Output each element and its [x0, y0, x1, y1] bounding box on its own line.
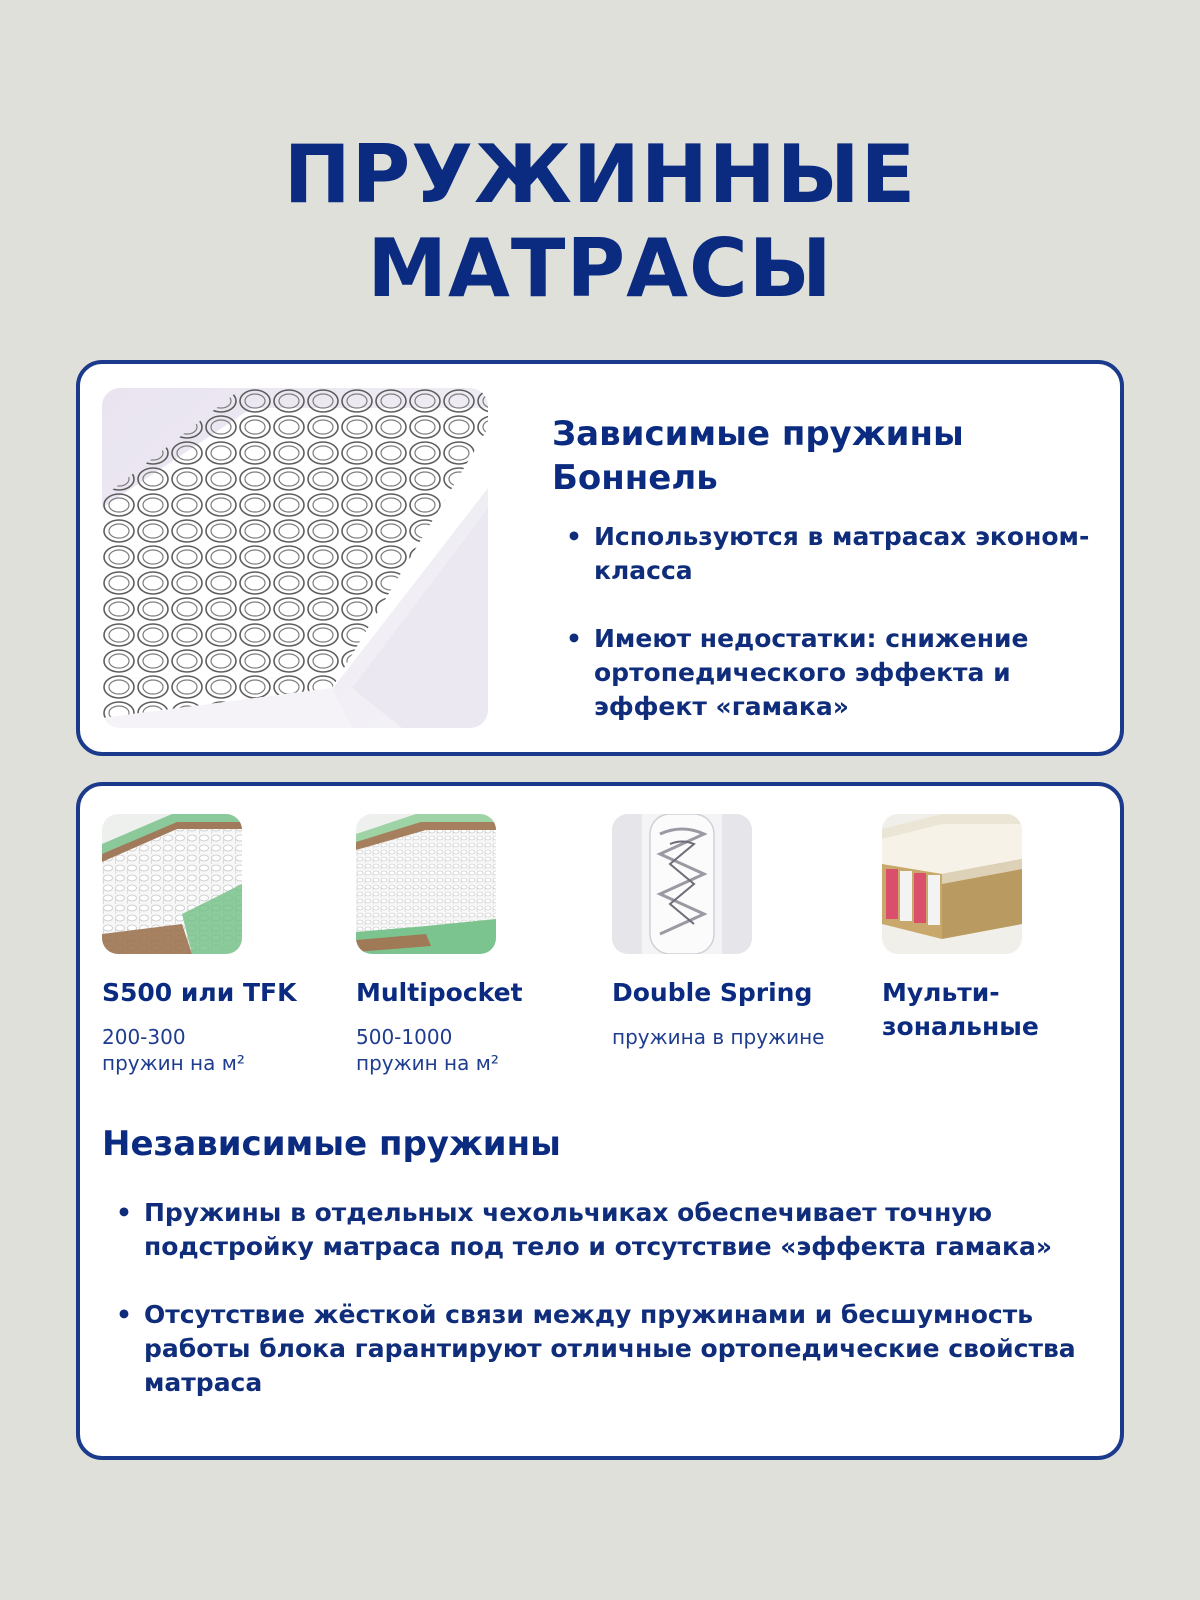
type-name: Мульти-зональные: [882, 978, 1039, 1041]
independent-card: [76, 782, 1124, 1460]
type-sub-line2: пружин на м²: [102, 1051, 245, 1075]
independent-bullet-text: Отсутствие жёсткой связи между пружинами и бесшумность работы блока гарантируют отличные ортопедические свойства матраса: [144, 1300, 1076, 1397]
independent-bullets: [102, 1196, 1102, 1434]
type-multizone: [882, 814, 1102, 1044]
bonnell-bullet-text: Используются в матрасах эконом-класса: [594, 522, 1090, 585]
list-item: [552, 520, 1112, 588]
type-subtitle: [612, 1024, 862, 1050]
page-title-line1: ПРУЖИННЫЕ: [283, 128, 917, 221]
bullet-icon: •: [116, 1300, 132, 1329]
page-title-line2: МАТРАСЫ: [367, 222, 833, 315]
s500-image: [102, 814, 242, 954]
double-spring-image: [612, 814, 752, 954]
type-sub-line1: пружина в пружине: [612, 1025, 825, 1049]
list-item: [102, 1298, 1102, 1400]
type-s500: [102, 814, 352, 1076]
spring-types: [102, 814, 1102, 1094]
bullet-icon: •: [566, 522, 582, 551]
bullet-icon: •: [116, 1198, 132, 1227]
multizone-image: [882, 814, 1022, 954]
bonnell-card: [76, 360, 1124, 756]
page-title: [0, 128, 1200, 316]
type-double-spring: [612, 814, 862, 1050]
type-subtitle: [102, 1024, 352, 1076]
type-name: Multipocket: [356, 978, 523, 1007]
type-sub-line1: 500-1000: [356, 1025, 453, 1049]
list-item: [102, 1196, 1102, 1264]
list-item: [552, 622, 1112, 724]
type-subtitle: [356, 1024, 606, 1076]
bullet-icon: •: [566, 624, 582, 653]
multipocket-image: [356, 814, 496, 954]
bonnell-bullet-text: Имеют недостатки: снижение ортопедического эффекта и эффект «гамака»: [594, 624, 1029, 721]
bonnell-heading: Зависимые пружины Боннель: [552, 414, 964, 498]
type-sub-line1: 200-300: [102, 1025, 186, 1049]
independent-bullet-text: Пружины в отдельных чехольчиках обеспечивает точную подстройку матраса под тело и отсутствие «эффекта гамака»: [144, 1198, 1053, 1261]
type-multipocket: [356, 814, 606, 1076]
type-name: S500 или TFK: [102, 978, 297, 1007]
bonnell-spring-image: [102, 388, 488, 728]
bonnell-bullets: [552, 520, 1112, 758]
type-name: Double Spring: [612, 978, 813, 1007]
independent-heading: Независимые пружины: [102, 1124, 561, 1164]
type-sub-line2: пружин на м²: [356, 1051, 499, 1075]
